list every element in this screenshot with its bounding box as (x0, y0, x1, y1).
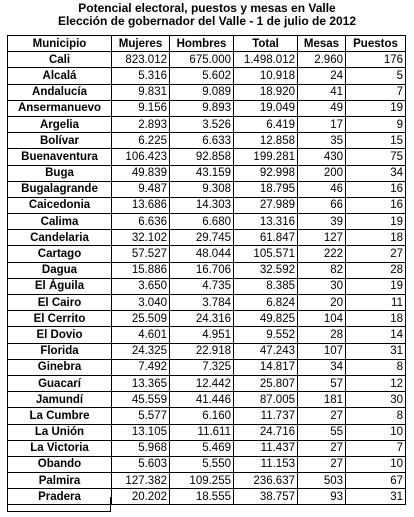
cell-mujeres: 7.492 (112, 359, 170, 375)
table-row (8, 408, 406, 424)
cell-puestos: 34 (346, 165, 406, 181)
table-row (8, 133, 406, 149)
cell-mujeres: 5.577 (112, 408, 170, 424)
cell-hombres: 18.555 (170, 489, 234, 505)
empty-trailing-cell (7, 497, 111, 512)
table-row (8, 473, 406, 489)
cell-hombres: 3.784 (170, 295, 234, 311)
cell-municipio: Jamundí (8, 392, 112, 408)
cell-hombres: 41.446 (170, 392, 234, 408)
cell-hombres: 12.442 (170, 375, 234, 391)
cell-municipio: Florida (8, 343, 112, 359)
cell-municipio: Cartago (8, 246, 112, 262)
cell-mesas: 27 (298, 440, 346, 456)
cell-mujeres: 9.831 (112, 84, 170, 100)
cell-puestos: 11 (346, 295, 406, 311)
cell-municipio: Bugalagrande (8, 181, 112, 197)
cell-total: 19.049 (234, 100, 298, 116)
cell-municipio: La Victoria (8, 440, 112, 456)
cell-puestos: 67 (346, 473, 406, 489)
cell-total: 92.998 (234, 165, 298, 181)
cell-municipio: Pradera (8, 489, 112, 505)
cell-total: 24.716 (234, 424, 298, 440)
table-row (8, 311, 406, 327)
table-row (8, 327, 406, 343)
cell-mesas: 104 (298, 311, 346, 327)
cell-mesas: 82 (298, 262, 346, 278)
table-body (8, 52, 406, 505)
cell-mesas: 200 (298, 165, 346, 181)
cell-puestos: 7 (346, 84, 406, 100)
header-municipio: Municipio (8, 36, 112, 52)
cell-mesas: 30 (298, 278, 346, 294)
cell-puestos: 19 (346, 100, 406, 116)
cell-municipio: Alcalá (8, 68, 112, 84)
cell-hombres: 43.159 (170, 165, 234, 181)
table-row (8, 149, 406, 165)
cell-hombres: 675.000 (170, 52, 234, 68)
cell-puestos: 5 (346, 68, 406, 84)
cell-puestos: 7 (346, 440, 406, 456)
cell-puestos: 27 (346, 246, 406, 262)
cell-total: 18.920 (234, 84, 298, 100)
cell-hombres: 5.602 (170, 68, 234, 84)
cell-hombres: 14.303 (170, 197, 234, 213)
cell-mujeres: 4.601 (112, 327, 170, 343)
cell-mesas: 49 (298, 100, 346, 116)
cell-hombres: 5.550 (170, 456, 234, 472)
cell-municipio: El Cerrito (8, 311, 112, 327)
cell-total: 61.847 (234, 230, 298, 246)
cell-puestos: 16 (346, 197, 406, 213)
cell-total: 25.807 (234, 375, 298, 391)
cell-mesas: 46 (298, 181, 346, 197)
cell-puestos: 28 (346, 262, 406, 278)
cell-puestos: 12 (346, 375, 406, 391)
cell-mujeres: 13.686 (112, 197, 170, 213)
cell-hombres: 29.745 (170, 230, 234, 246)
cell-total: 14.817 (234, 359, 298, 375)
cell-municipio: Argelia (8, 116, 112, 132)
cell-mesas: 34 (298, 359, 346, 375)
cell-mujeres: 45.559 (112, 392, 170, 408)
cell-hombres: 5.469 (170, 440, 234, 456)
cell-municipio: El Dovio (8, 327, 112, 343)
table-row (8, 343, 406, 359)
cell-hombres: 16.706 (170, 262, 234, 278)
cell-puestos: 16 (346, 181, 406, 197)
cell-municipio: Calima (8, 214, 112, 230)
cell-total: 38.757 (234, 489, 298, 505)
cell-mujeres: 5.603 (112, 456, 170, 472)
cell-puestos: 19 (346, 278, 406, 294)
cell-mujeres: 15.886 (112, 262, 170, 278)
table-row (8, 84, 406, 100)
cell-municipio: El Cairo (8, 295, 112, 311)
cell-hombres: 4.735 (170, 278, 234, 294)
cell-hombres: 22.918 (170, 343, 234, 359)
cell-mesas: 93 (298, 489, 346, 505)
table-row (8, 424, 406, 440)
cell-municipio: La Cumbre (8, 408, 112, 424)
cell-mujeres: 106.423 (112, 149, 170, 165)
cell-total: 11.153 (234, 456, 298, 472)
cell-municipio: Ansermanuevo (8, 100, 112, 116)
table-row (8, 181, 406, 197)
table-row (8, 392, 406, 408)
cell-mujeres: 5.968 (112, 440, 170, 456)
cell-hombres: 9.308 (170, 181, 234, 197)
table-row (8, 52, 406, 68)
table-row (8, 456, 406, 472)
cell-total: 11.737 (234, 408, 298, 424)
cell-municipio: Buenaventura (8, 149, 112, 165)
cell-mesas: 27 (298, 456, 346, 472)
cell-hombres: 6.680 (170, 214, 234, 230)
cell-hombres: 4.951 (170, 327, 234, 343)
cell-municipio: La Unión (8, 424, 112, 440)
table-row (8, 278, 406, 294)
cell-puestos: 31 (346, 489, 406, 505)
cell-mesas: 55 (298, 424, 346, 440)
cell-puestos: 18 (346, 311, 406, 327)
cell-mujeres: 9.487 (112, 181, 170, 197)
cell-total: 8.385 (234, 278, 298, 294)
cell-mesas: 39 (298, 214, 346, 230)
header-hombres: Hombres (170, 36, 234, 52)
cell-total: 11.437 (234, 440, 298, 456)
cell-puestos: 10 (346, 456, 406, 472)
cell-mesas: 127 (298, 230, 346, 246)
cell-mesas: 503 (298, 473, 346, 489)
header-puestos: Puestos (346, 36, 406, 52)
header-mesas: Mesas (298, 36, 346, 52)
table-row (8, 246, 406, 262)
cell-puestos: 176 (346, 52, 406, 68)
table-row (8, 214, 406, 230)
cell-total: 199.281 (234, 149, 298, 165)
cell-mesas: 222 (298, 246, 346, 262)
cell-mesas: 430 (298, 149, 346, 165)
cell-total: 13.316 (234, 214, 298, 230)
cell-hombres: 24.316 (170, 311, 234, 327)
cell-mujeres: 2.893 (112, 116, 170, 132)
cell-mesas: 24 (298, 68, 346, 84)
cell-mujeres: 13.105 (112, 424, 170, 440)
title-line-1: Potencial electoral, puestos y mesas en Valle (78, 1, 336, 15)
cell-municipio: Bolívar (8, 133, 112, 149)
cell-mujeres: 127.382 (112, 473, 170, 489)
cell-municipio: Buga (8, 165, 112, 181)
table-row (8, 230, 406, 246)
table-row (8, 262, 406, 278)
cell-total: 6.824 (234, 295, 298, 311)
cell-mujeres: 24.325 (112, 343, 170, 359)
cell-puestos: 75 (346, 149, 406, 165)
table-row (8, 68, 406, 84)
cell-total: 32.592 (234, 262, 298, 278)
cell-total: 105.571 (234, 246, 298, 262)
cell-total: 236.637 (234, 473, 298, 489)
cell-hombres: 92.858 (170, 149, 234, 165)
cell-hombres: 11.611 (170, 424, 234, 440)
cell-mesas: 20 (298, 295, 346, 311)
table-row (8, 165, 406, 181)
cell-total: 87.005 (234, 392, 298, 408)
cell-mesas: 107 (298, 343, 346, 359)
cell-puestos: 8 (346, 359, 406, 375)
cell-mujeres: 32.102 (112, 230, 170, 246)
cell-puestos: 30 (346, 392, 406, 408)
cell-municipio: Dagua (8, 262, 112, 278)
cell-mesas: 57 (298, 375, 346, 391)
table-row (8, 295, 406, 311)
cell-mesas: 28 (298, 327, 346, 343)
header-mujeres: Mujeres (112, 36, 170, 52)
cell-municipio: Candelaria (8, 230, 112, 246)
cell-municipio: Cali (8, 52, 112, 68)
table-row (8, 359, 406, 375)
cell-mujeres: 6.225 (112, 133, 170, 149)
document-title (0, 0, 414, 30)
cell-mujeres: 20.202 (112, 489, 170, 505)
cell-mujeres: 823.012 (112, 52, 170, 68)
header-row (8, 36, 406, 52)
cell-puestos: 14 (346, 327, 406, 343)
cell-hombres: 9.893 (170, 100, 234, 116)
cell-puestos: 10 (346, 424, 406, 440)
cell-total: 1.498.012 (234, 52, 298, 68)
cell-mujeres: 3.650 (112, 278, 170, 294)
cell-hombres: 48.044 (170, 246, 234, 262)
cell-mesas: 181 (298, 392, 346, 408)
electoral-table (7, 35, 406, 505)
cell-puestos: 18 (346, 230, 406, 246)
cell-hombres: 9.089 (170, 84, 234, 100)
cell-mujeres: 5.316 (112, 68, 170, 84)
table-row (8, 440, 406, 456)
cell-total: 27.989 (234, 197, 298, 213)
cell-puestos: 31 (346, 343, 406, 359)
cell-mesas: 66 (298, 197, 346, 213)
cell-mujeres: 25.509 (112, 311, 170, 327)
cell-municipio: Ginebra (8, 359, 112, 375)
table-row (8, 116, 406, 132)
cell-total: 6.419 (234, 116, 298, 132)
table-row (8, 100, 406, 116)
cell-mesas: 35 (298, 133, 346, 149)
header-total: Total (234, 36, 298, 52)
cell-mesas: 41 (298, 84, 346, 100)
cell-mesas: 2.960 (298, 52, 346, 68)
cell-mujeres: 3.040 (112, 295, 170, 311)
table-row (8, 375, 406, 391)
cell-hombres: 109.255 (170, 473, 234, 489)
cell-mujeres: 57.527 (112, 246, 170, 262)
table-row (8, 197, 406, 213)
cell-mesas: 27 (298, 408, 346, 424)
cell-municipio: El Águila (8, 278, 112, 294)
cell-municipio: Obando (8, 456, 112, 472)
cell-total: 18.795 (234, 181, 298, 197)
cell-puestos: 9 (346, 116, 406, 132)
cell-puestos: 8 (346, 408, 406, 424)
cell-municipio: Guacarí (8, 375, 112, 391)
cell-municipio: Palmira (8, 473, 112, 489)
cell-puestos: 19 (346, 214, 406, 230)
cell-total: 49.825 (234, 311, 298, 327)
cell-municipio: Caicedonia (8, 197, 112, 213)
cell-hombres: 3.526 (170, 116, 234, 132)
cell-mujeres: 9.156 (112, 100, 170, 116)
cell-total: 9.552 (234, 327, 298, 343)
cell-total: 47.243 (234, 343, 298, 359)
cell-hombres: 6.633 (170, 133, 234, 149)
title-line-2: Elección de gobernador del Valle - 1 de julio de 2012 (57, 14, 357, 28)
cell-hombres: 6.160 (170, 408, 234, 424)
cell-mujeres: 13.365 (112, 375, 170, 391)
cell-total: 12.858 (234, 133, 298, 149)
cell-total: 10.918 (234, 68, 298, 84)
cell-mesas: 17 (298, 116, 346, 132)
cell-hombres: 7.325 (170, 359, 234, 375)
cell-municipio: Andalucía (8, 84, 112, 100)
cell-mujeres: 49.839 (112, 165, 170, 181)
cell-mujeres: 6.636 (112, 214, 170, 230)
cell-puestos: 15 (346, 133, 406, 149)
